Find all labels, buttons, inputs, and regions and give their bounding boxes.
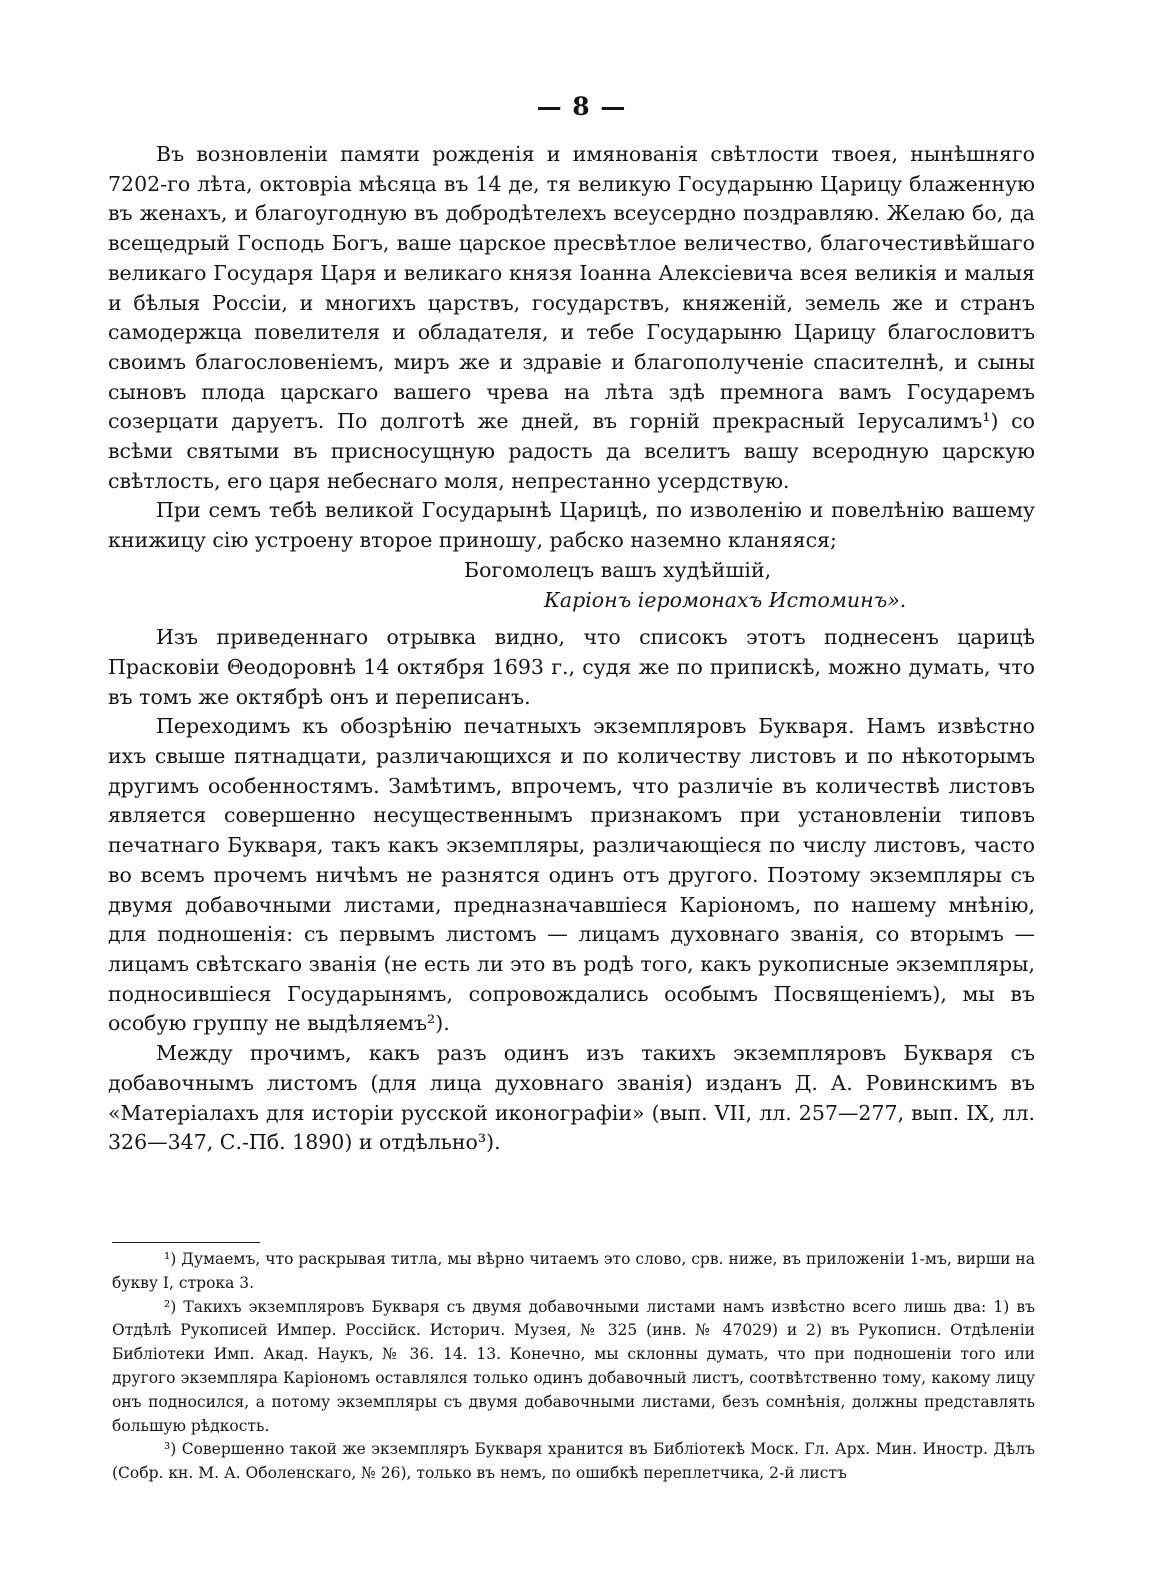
footnote-divider bbox=[112, 1242, 260, 1243]
footnote-2: ²) Такихъ экземпляровъ Букваря съ двумя добавочными листами намъ извѣстно всего лишь два: 1) въ Отдѣлѣ Рукописей Импер. Россійск. Историч. Музея, № 325 (инв. № 47029) и 2) въ Рукописн. Отдѣленіи Библіотеки Имп. Акад. Наукъ, № 36. 14. 13. Конечно, мы склонны думать, что при подношеніи того или другого экземпляра Каріономъ оставлялся только одинъ добавочный листъ, соотвѣтственно тому, какому лицу онъ подносился, а потому экземпляры съ двумя добавочными листами, безъ сомнѣнія, должны представлять большую рѣдкость. bbox=[112, 1297, 1035, 1435]
letter-signature-line-1: Богомолецъ вашъ худѣйшій, bbox=[464, 557, 772, 582]
main-text bbox=[108, 140, 1035, 1158]
page-number: — 8 — bbox=[536, 92, 627, 121]
paragraph-rovinsky-edition: Между прочимъ, какъ разъ одинъ изъ такихъ экземпляровъ Букваря съ добавочнымъ листомъ (для лица духовнаго званія) изданъ Д. А. Ровинскимъ въ «Матеріалахъ для исторіи русской иконографіи» (вып. VII, лл. 257—277, вып. IX, лл. 326—347, С.-Пб. 1890) и отдѣльно³). bbox=[108, 1041, 1035, 1155]
letter-paragraph-1: Въ возновленіи памяти рожденія и имянованія свѣтлости твоея, нынѣшняго 7202-го лѣта, октовріа мѣсяца въ 14 де, тя великую Государыню Царицу блаженную въ женахъ, и благоугодную въ добродѣтелехъ всеусердно поздравляю. Желаю бо, да всещедрый Господь Богъ, ваше царское пресвѣтлое величество, благочестивѣйшаго великаго Государя Царя и великаго князя Іоанна Алексіевича всея великія и малыя и бѣлыя Россіи, и многихъ царствъ, государствъ, княженій, земель же и странъ самодержца повелителя и обладателя, и тебе Государыню Царицу благословитъ своимъ благословеніемъ, миръ же и здравіе и благополученіе спасителнѣ, и сыны сыновъ плода царскаго вашего чрева на лѣта здѣ премнога вамъ Государемъ созерцати даруетъ. По долготѣ же дней, въ горній прекрасный Іерусалимъ¹) со всѣми святыми въ присносущную радость да вселитъ вашу всеродную царскую свѣтлость, его царя небеснаго моля, непрестанно усердствую. bbox=[108, 142, 1035, 493]
letter-paragraph-2: При семъ тебѣ великой Государынѣ Царицѣ, по изволенію и повелѣнію вашему книжицу сію устроену второе приношу, рабско наземно кланяяся; bbox=[108, 498, 1035, 553]
footnotes bbox=[112, 1248, 1035, 1486]
letter-signature-line-2: Каріонъ іеромонахъ Истоминъ». bbox=[544, 587, 907, 612]
footnote-1: ¹) Думаемъ, что раскрывая титла, мы вѣрно читаемъ это слово, срв. ниже, въ приложеніи 1-мъ, вирши на букву І, строка 3. bbox=[112, 1250, 1035, 1292]
paragraph-printed-copies: Переходимъ къ обозрѣнію печатныхъ экземпляровъ Букваря. Намъ извѣстно ихъ свыше пятнадцати, различающихся и по количеству листовъ и по нѣкоторымъ другимъ особенностямъ. Замѣтимъ, впрочемъ, что различіе въ количествѣ листовъ является совершенно несущественнымъ признакомъ при установленіи типовъ печатнаго Букваря, такъ какъ экземпляры, различающіеся по числу листовъ, часто во всемъ прочемъ ничѣмъ не разнятся одинъ отъ другого. Поэтому экземпляры съ двумя добавочными листами, предназначавшіеся Каріономъ, по нашему мнѣнію, для подношенія: съ первымъ листомъ — лицамъ духовнаго званія, со вторымъ — лицамъ свѣтскаго званія (не есть ли это въ родѣ того, какъ рукописные экземпляры, подносившіеся Государынямъ, сопровождались особымъ Посвященіемъ), мы въ особую группу не выдѣляемъ²). bbox=[108, 714, 1035, 1036]
footnote-3: ³) Совершенно такой же экземпляръ Букваря хранится въ Библіотекѣ Моск. Гл. Арх. Мин. Иностр. Дѣлъ (Собр. кн. М. А. Оболенскаго, № 26), только въ немъ, по ошибкѣ переплетчика, 2-й листъ bbox=[112, 1440, 1035, 1483]
paragraph-excerpt-analysis: Изъ приведеннаго отрывка видно, что списокъ этотъ поднесенъ царицѣ Прасковіи Θеодоровнѣ 14 октября 1693 г., судя же по припискѣ, можно думать, что въ томъ же октябрѣ онъ и переписанъ. bbox=[108, 625, 1035, 709]
